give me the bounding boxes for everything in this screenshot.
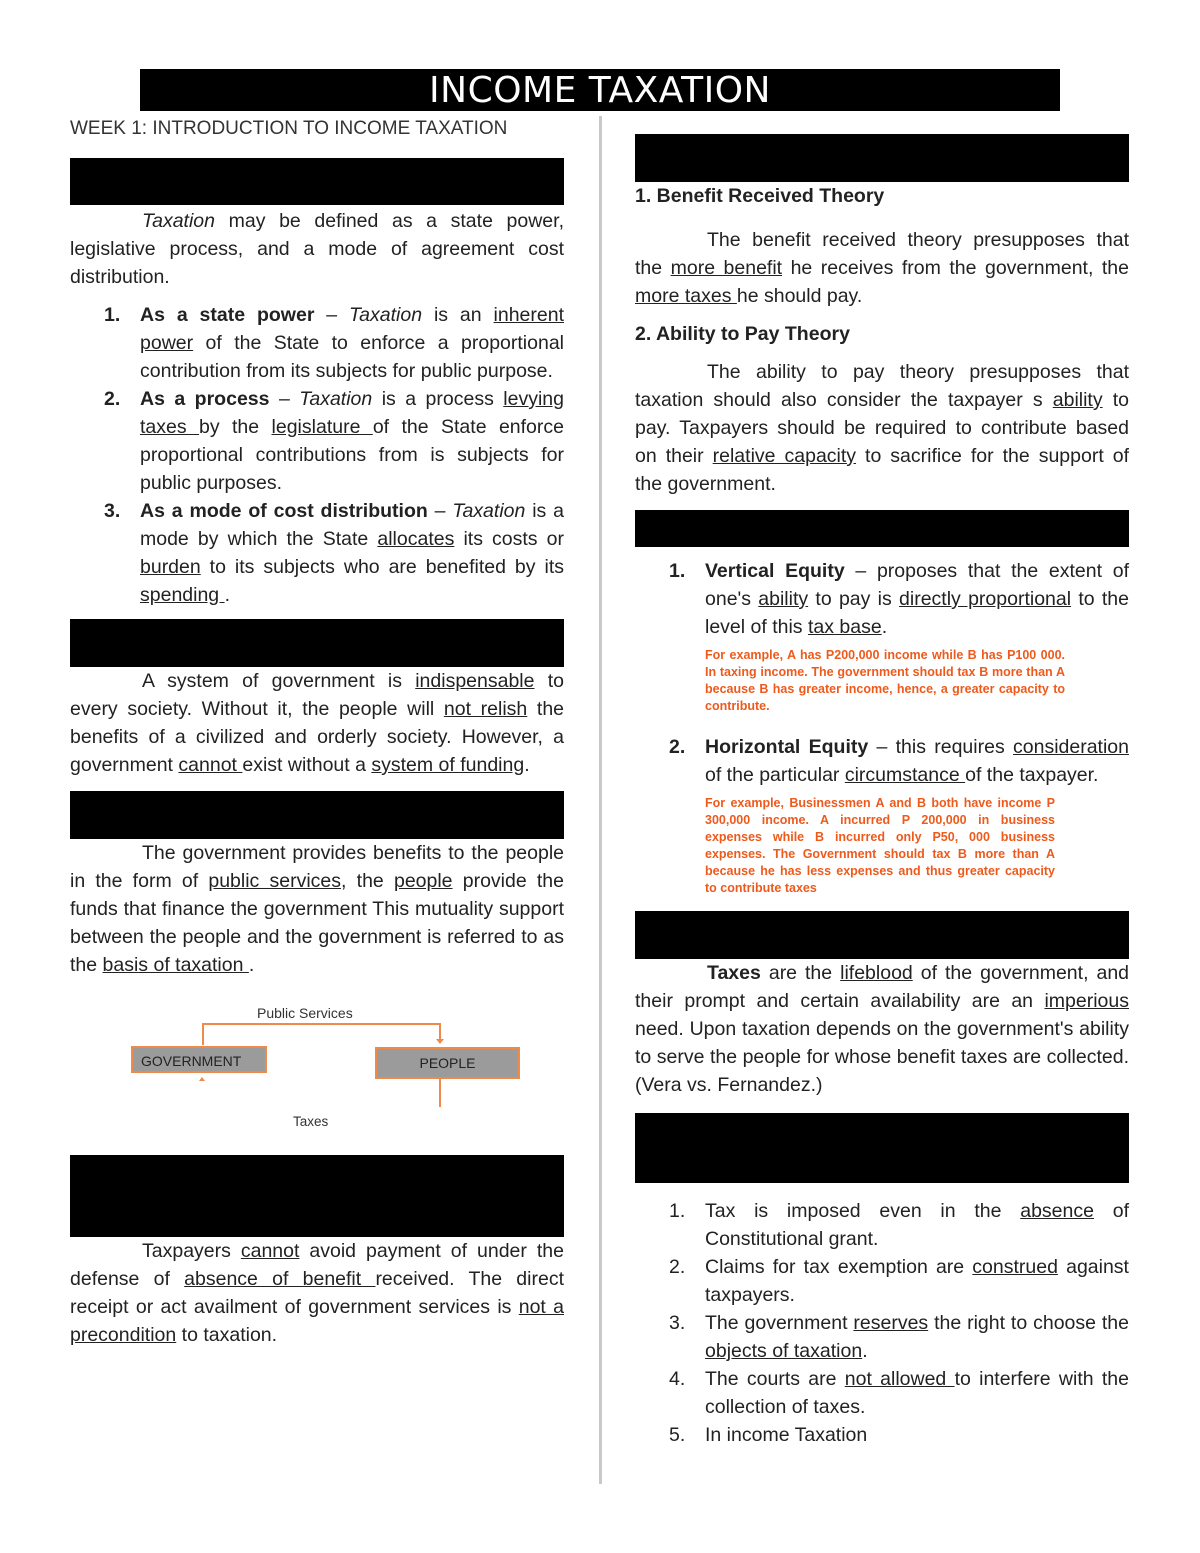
- redacted-heading-bar: [70, 619, 564, 667]
- benefit-theory-heading: 1. Benefit Received Theory: [635, 185, 885, 207]
- benefit-theory-paragraph: The benefit received theory presupposes that the more benefit he receives from the government, the more taxes he should pay.: [635, 229, 1129, 307]
- redacted-heading-bar: [635, 1113, 1129, 1183]
- redacted-heading-bar: [70, 158, 564, 205]
- arrow-head-icon: [436, 1039, 444, 1044]
- arrow-line: [202, 1023, 440, 1025]
- horizontal-equity-example: For example, Businessmen A and B both have income P 300,000 income. A incurred P 200,000 in business expenses while B incurred only P50, 000 business expenses. The Government should tax B more than A because he has less expenses and thus greater capacity to contribute taxes: [705, 796, 1055, 895]
- list-item: 3. As a mode of cost distribution – Taxation is a mode by which the State allocates its costs or burden to its subjects who are benefited by its spending .: [104, 500, 564, 606]
- list-item: 2. Claims for tax exemption are construed against taxpayers.: [669, 1256, 1129, 1306]
- redacted-heading-bar: [70, 791, 564, 839]
- arrow-line: [439, 1077, 441, 1107]
- redacted-heading-bar: [635, 510, 1129, 547]
- benefit-defense-paragraph: Taxpayers cannot avoid payment of under the defense of absence of benefit received. The direct receipt or act availment of government services is not a precondition to taxation.: [70, 1240, 565, 1346]
- vertical-equity-example: For example, A has P200,000 income while B has P100 000. In taxing income. The government should tax B more than A because B has greater income, hence, a greater capacity to contribute.: [705, 648, 1065, 713]
- list-item: 1. As a state power – Taxation is an inherent power of the State to enforce a proportional contribution from its subjects for public purpose.: [104, 304, 564, 382]
- arrow-head-icon: [199, 1077, 205, 1081]
- basis-paragraph: The government provides benefits to the people in the form of public services, the people provide the funds that finance the government This mutuality support between the people and the government is referred to as the basis of taxation .: [70, 842, 564, 976]
- list-item: 2. Horizontal Equity – this requires consideration of the particular circumstance of the taxpayer. For example, Businessmen A and B both have income P 300,000 income. A incurred P 200,000 in business expenses while B incurred only P50, 000 business expenses. The Government should tax B more than A because he has less expenses and thus greater capacity to contribute taxes: [669, 736, 1129, 895]
- taxes-label: Taxes: [293, 1114, 329, 1129]
- list-item: 2. As a process – Taxation is a process levying taxes by the legislature of the State enforce proportional contributions from is subjects for public purposes.: [104, 388, 564, 494]
- column-divider: [599, 116, 602, 1484]
- taxation-definition: Taxation may be defined as a state power, legislative process, and a mode of agreement cost distribution.: [70, 210, 564, 288]
- list-item: 4. The courts are not allowed to interfere with the collection of taxes.: [669, 1368, 1129, 1418]
- equity-list: [635, 557, 1129, 897]
- ability-theory-heading: 2. Ability to Pay Theory: [635, 323, 850, 345]
- redacted-heading-bar: [635, 911, 1129, 959]
- list-item: 1. Vertical Equity – proposes that the extent of one's ability to pay is directly proportional to the level of this tax base. For example, A has P200,000 income while B has P100 000. In taxing income. The government should tax B more than A because B has greater income, hence, a greater capacity to contribute.: [669, 560, 1130, 713]
- list-item: 1. Tax is imposed even in the absence of Constitutional grant.: [669, 1200, 1129, 1250]
- people-box: PEOPLE: [375, 1047, 520, 1079]
- redacted-heading-bar: [635, 134, 1129, 182]
- principles-list: [635, 1197, 1129, 1449]
- list-item: 5. In income Taxation: [669, 1424, 868, 1446]
- definition-list: [70, 301, 564, 609]
- document-title: INCOME TAXATION: [140, 69, 1060, 111]
- redacted-heading-bar: [70, 1155, 564, 1237]
- taxation-diagram: [70, 1005, 564, 1155]
- government-box: GOVERNMENT: [131, 1046, 267, 1073]
- ability-theory-paragraph: The ability to pay theory presupposes that taxation should also consider the taxpayer s ability to pay. Taxpayers should be required to contribute based on their relative capacity to sacrifice for the support of the government.: [635, 361, 1129, 495]
- lifeblood-paragraph: Taxes are the lifeblood of the government, and their prompt and certain availability are an imperious need. Upon taxation depends on the government's ability to serve the people for whose benefit taxes are collected. (Vera vs. Fernandez.): [635, 962, 1130, 1096]
- public-services-label: Public Services: [257, 1005, 353, 1021]
- list-item: 3. The government reserves the right to choose the objects of taxation.: [669, 1312, 1129, 1362]
- left-column: [70, 158, 564, 1349]
- right-column: [635, 134, 1129, 1449]
- week-heading: WEEK 1: INTRODUCTION TO INCOME TAXATION: [70, 118, 508, 139]
- government-paragraph: A system of government is indispensable to every society. Without it, the people will not relish the benefits of a civilized and orderly society. However, a government cannot exist without a system of funding.: [70, 670, 565, 776]
- arrow-line: [202, 1023, 204, 1045]
